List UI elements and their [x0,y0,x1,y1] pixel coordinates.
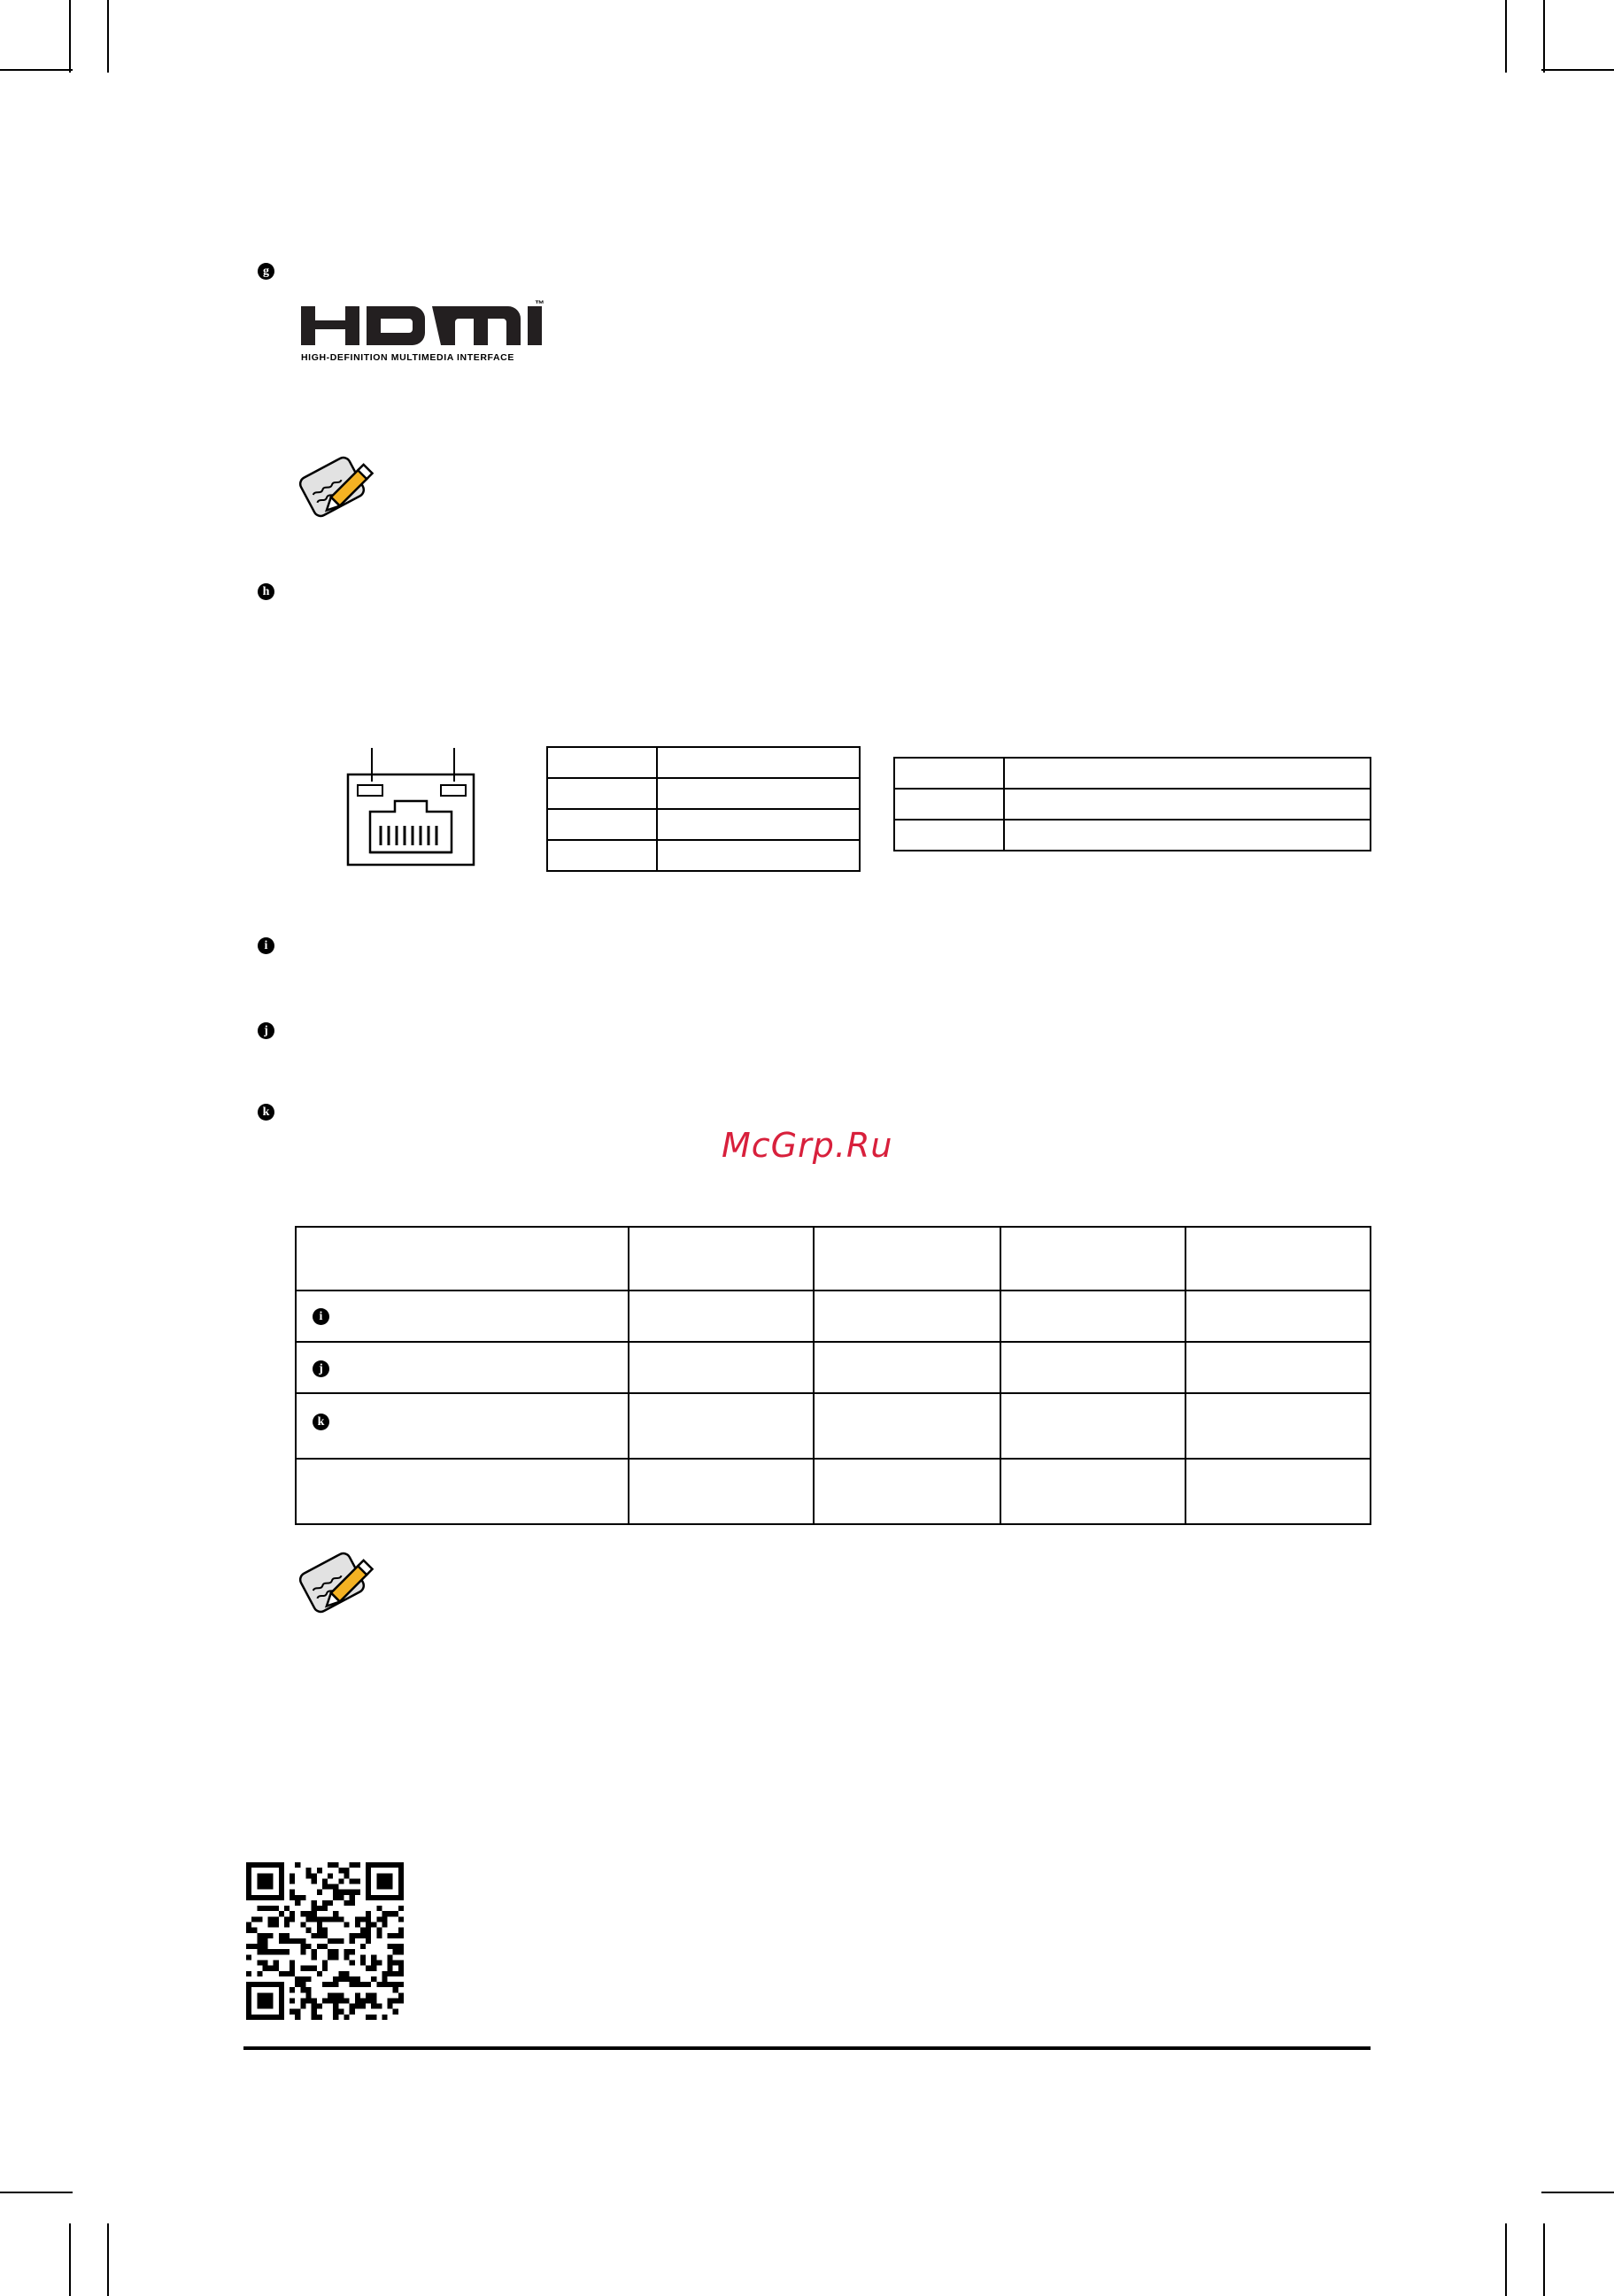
table-cell [657,809,860,840]
hdmi-logo [299,299,565,366]
table-cell [814,1393,1000,1459]
table-row-label [296,1291,629,1342]
watermark-text: McGrp.Ru [722,1126,893,1165]
table-cell [1004,820,1371,851]
note-pencil-icon [297,1549,377,1622]
row-bullet-i: i [313,1308,329,1325]
table-header-cell [1000,1227,1185,1291]
table-cell [629,1393,814,1459]
bullet-h: h [258,583,274,600]
table-cell [1004,789,1371,820]
table-header-cell [296,1227,629,1291]
qr-code [246,1862,404,2020]
table-cell [1000,1291,1185,1342]
table-cell [1000,1393,1185,1459]
table-cell [629,1459,814,1524]
table-cell [629,1291,814,1342]
table-cell [894,758,1004,789]
table-cell [547,840,657,871]
table-cell [657,778,860,809]
row-bullet-k: k [313,1414,329,1430]
support-table [295,1226,1371,1525]
table-header-cell [629,1227,814,1291]
table-cell [547,809,657,840]
table-cell [1185,1291,1371,1342]
bullet-g: g [258,263,274,280]
row-bullet-j: j [313,1360,329,1377]
table-cell [1000,1459,1185,1524]
led-table-right [893,757,1371,851]
table-cell [894,789,1004,820]
table-cell [657,840,860,871]
table-cell [657,747,860,778]
table-cell [547,747,657,778]
table-cell [814,1459,1000,1524]
note-pencil-icon [297,453,377,526]
table-cell [1185,1342,1371,1393]
bullet-j: j [258,1022,274,1039]
table-cell [814,1291,1000,1342]
table-header-cell [1185,1227,1371,1291]
table-cell [1185,1393,1371,1459]
table-row-label [296,1342,629,1393]
table-cell [814,1342,1000,1393]
led-table-left [546,746,861,872]
footer-rule [243,2046,1371,2050]
table-cell [1185,1459,1371,1524]
table-cell [894,820,1004,851]
hdmi-subtitle: HIGH-DEFINITION MULTIMEDIA INTERFACE [301,352,514,363]
table-cell [629,1342,814,1393]
table-cell [1000,1342,1185,1393]
table-header-cell [814,1227,1000,1291]
table-cell [1004,758,1371,789]
table-row-label [296,1393,629,1459]
bullet-i: i [258,937,274,954]
bullet-k: k [258,1104,274,1121]
rj45-port-diagram [345,748,476,867]
table-row-label [296,1459,629,1524]
hdmi-trademark: ™ [535,299,544,310]
table-cell [547,778,657,809]
